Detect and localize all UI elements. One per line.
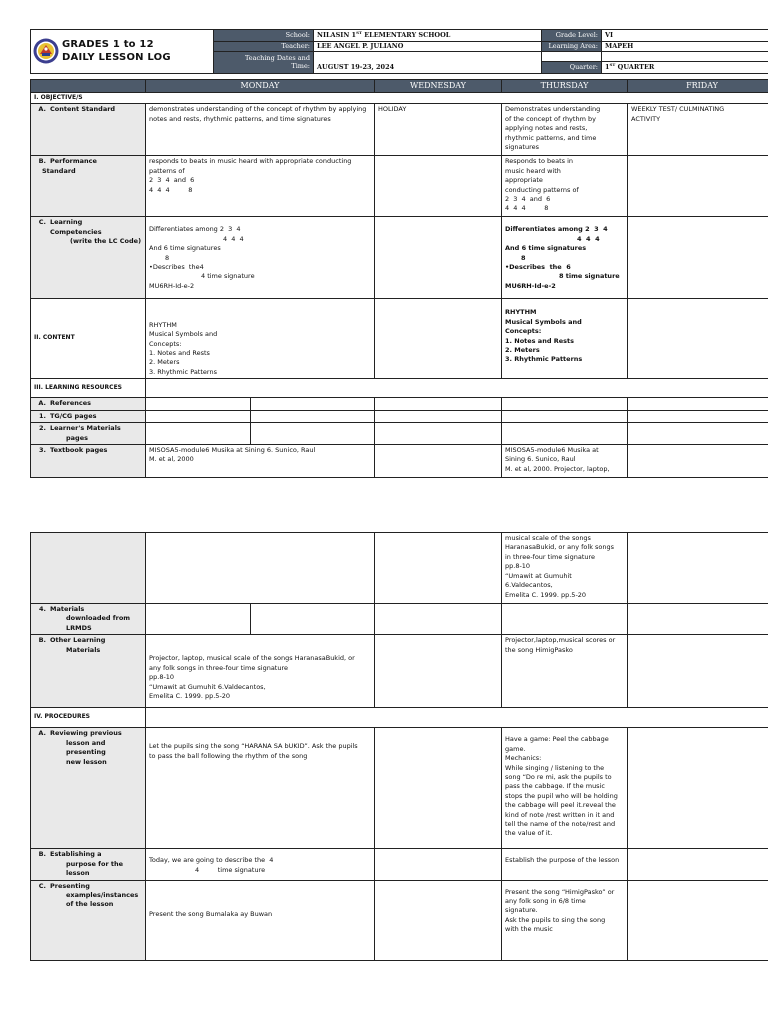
- wednesday-references: [375, 398, 502, 410]
- friday-lrmds: [628, 604, 768, 635]
- learning-resources-row: [146, 379, 768, 398]
- wednesday-other-materials: [375, 635, 502, 708]
- wednesday-purpose: [375, 849, 502, 880]
- tuesday-lm: [251, 423, 375, 445]
- monday-textbook: MISOSA5-module6 Musika at Sining 6. Sunico, Raul M. et al, 2000: [146, 444, 375, 477]
- form-title-line1: GRADES 1 to 12: [62, 39, 154, 51]
- friday-tg: [628, 410, 768, 422]
- lesson-log-table-page1: [30, 79, 768, 478]
- wednesday-review: [375, 728, 502, 849]
- day-header-thursday: THURSDAY: [502, 80, 628, 93]
- friday-review: [628, 728, 768, 849]
- thursday-lm: [502, 423, 628, 445]
- wednesday-textbook: [375, 444, 502, 477]
- row-label-textbook-pages: 3. Textbook pages: [31, 444, 146, 477]
- logo-title-cell: [31, 30, 214, 74]
- tuesday-lrmds: [251, 604, 375, 635]
- thursday-references: [502, 398, 628, 410]
- row-label-establishing-purpose: B. Establishing a purpose for the lesson: [31, 849, 146, 880]
- deped-seal-icon: [33, 38, 59, 64]
- friday-content-standard: WEEKLY TEST/ CULMINATING ACTIVITY: [628, 104, 768, 156]
- friday-performance-standard: [628, 156, 768, 217]
- wednesday-tg: [375, 410, 502, 422]
- friday-references: [628, 398, 768, 410]
- monday-presenting: Present the song Bumalaka ay Buwan: [146, 880, 375, 960]
- thursday-review: Have a game: Peel the cabbage game. Mechanics: While singing / listening to the song “Do re mi, ask the pupils to pass the cabbage. If the music stops the pupil who will be holding the cabbage will peel it.reveal the kind of note /rest written in it and tell the name of the note/rest and the value of it.: [502, 728, 628, 849]
- thursday-lrmds: [502, 604, 628, 635]
- grade-level-value: VI: [602, 30, 768, 42]
- row-label-references: A. References: [31, 398, 146, 410]
- header-table: [30, 29, 768, 74]
- wednesday-lm: [375, 423, 502, 445]
- friday-purpose: [628, 849, 768, 880]
- wednesday-content: [375, 299, 502, 379]
- monday-textbook-continued: [146, 533, 375, 604]
- wednesday-presenting: [375, 880, 502, 960]
- teaching-dates-label: Teaching Dates and Time:: [214, 52, 314, 74]
- teacher-label: Teacher:: [214, 41, 314, 51]
- school-value: NILASIN 1ST ELEMENTARY SCHOOL: [314, 30, 542, 42]
- grade-level-label: Grade Level:: [542, 30, 602, 42]
- monday-review: Let the pupils sing the song “HARANA SA bUKID”. Ask the pupils to pass the ball following the rhythm of the song: [146, 728, 375, 849]
- quarter-label-spacer: [542, 52, 602, 62]
- procedures-row: [146, 708, 768, 728]
- section-content: II. CONTENT: [31, 299, 146, 379]
- quarter-value: 1ST QUARTER: [602, 62, 768, 74]
- teacher-value: LEE ANGEL P. JULIANO: [314, 41, 542, 51]
- row-label-learning-competencies: C. Learning Competencies (write the LC Code): [31, 217, 146, 299]
- wednesday-content-standard: HOLIDAY: [375, 104, 502, 156]
- monday-purpose: Today, we are going to describe the 4 4 time signature: [146, 849, 375, 880]
- thursday-tg: [502, 410, 628, 422]
- form-title-line2: DAILY LESSON LOG: [62, 52, 171, 64]
- friday-textbook: [628, 444, 768, 477]
- thursday-performance-standard: Responds to beats in music heard with appropriate conducting patterns of 2 3 4 and 6 4 4 4 8: [502, 156, 628, 217]
- teaching-dates-value: AUGUST 19-23, 2024: [314, 52, 542, 74]
- friday-learning-competencies: [628, 217, 768, 299]
- thursday-content: RHYTHM Musical Symbols and Concepts: 1. Notes and Rests 2. Meters 3. Rhythmic Patterns: [502, 299, 628, 379]
- friday-textbook-continued: [628, 533, 768, 604]
- tuesday-references: [251, 398, 375, 410]
- wednesday-learning-competencies: [375, 217, 502, 299]
- day-header-friday: FRIDAY: [628, 80, 768, 93]
- day-header-monday: MONDAY: [146, 80, 375, 93]
- row-label-textbook-continued: [31, 533, 146, 604]
- quarter-label: Quarter:: [542, 62, 602, 74]
- monday-references: [146, 398, 251, 410]
- monday-performance-standard: responds to beats in music heard with appropriate conducting patterns of 2 3 4 and 6 4 4 4 8: [146, 156, 375, 217]
- thursday-content-standard: Demonstrates understanding of the concept of rhythm by applying notes and rests, rhythmic patterns, and time signatures: [502, 104, 628, 156]
- quarter-value-spacer: [602, 52, 768, 62]
- friday-content: [628, 299, 768, 379]
- thursday-other-materials: Projector,laptop,musical scores or the song HimigPasko: [502, 635, 628, 708]
- thursday-learning-competencies: Differentiates among 2 3 4 4 4 4 And 6 time signatures 8 •Describes the 6 8 time signature MU6RH-Id-e-2: [502, 217, 628, 299]
- friday-other-materials: [628, 635, 768, 708]
- friday-presenting: [628, 880, 768, 960]
- row-label-lrmds: 4. Materials downloaded from LRMDS: [31, 604, 146, 635]
- thursday-textbook-continued: musical scale of the songs HaranasaBukid, or any folk songs in three-four time signature pp.8-10 “Umawit at Gumuhit 6.Valdecantos, Emelita C. 1999. pp.5-20: [502, 533, 628, 604]
- wednesday-performance-standard: [375, 156, 502, 217]
- learning-area-value: MAPEH: [602, 41, 768, 51]
- wednesday-lrmds: [375, 604, 502, 635]
- thursday-presenting: Present the song “HimigPasko” or any folk song in 6/8 time signature. Ask the pupils to sing the song with the music: [502, 880, 628, 960]
- row-label-content-standard: A. Content Standard: [31, 104, 146, 156]
- monday-learning-competencies: Differentiates among 2 3 4 4 4 4 And 6 time signatures 8 •Describes the4 4 time signature MU6RH-Id-e-2: [146, 217, 375, 299]
- day-header-wednesday: WEDNESDAY: [375, 80, 502, 93]
- monday-tg: [146, 410, 251, 422]
- monday-content: RHYTHM Musical Symbols and Concepts: 1. Notes and Rests 2. Meters 3. Rhythmic Patterns: [146, 299, 375, 379]
- thursday-textbook: MISOSA5-module6 Musika at Sining 6. Sunico, Raul M. et al, 2000. Projector, laptop,: [502, 444, 628, 477]
- monday-content-standard: demonstrates understanding of the concept of rhythm by applying notes and rests, rhythmic patterns, and time signatures: [146, 104, 375, 156]
- lesson-log-table-page2: [30, 532, 768, 961]
- tuesday-tg: [251, 410, 375, 422]
- friday-lm: [628, 423, 768, 445]
- day-header-blank: [31, 80, 146, 93]
- section-objectives: I. OBJECTIVE/S: [31, 92, 768, 104]
- row-label-performance-standard: B. Performance Standard: [31, 156, 146, 217]
- row-label-other-materials: B. Other Learning Materials: [31, 635, 146, 708]
- row-label-reviewing-lesson: A. Reviewing previous lesson and presenting new lesson: [31, 728, 146, 849]
- monday-lm: [146, 423, 251, 445]
- row-label-learners-materials: 2. Learner's Materials pages: [31, 423, 146, 445]
- section-procedures: IV. PROCEDURES: [31, 708, 146, 728]
- monday-other-materials: Projector, laptop, musical scale of the songs HaranasaBukid, or any folk songs in three-four time signature pp.8-10 “Umawit at Gumuhit 6.Valdecantos, Emelita C. 1999. pp.5-20: [146, 635, 375, 708]
- row-label-presenting-examples: C. Presenting examples/instances of the lesson: [31, 880, 146, 960]
- wednesday-textbook-continued: [375, 533, 502, 604]
- school-label: School:: [214, 30, 314, 42]
- section-learning-resources: III. LEARNING RESOURCES: [31, 379, 146, 398]
- row-label-tg-pages: 1. TG/CG pages: [31, 410, 146, 422]
- learning-area-label: Learning Area:: [542, 41, 602, 51]
- monday-lrmds: [146, 604, 251, 635]
- thursday-purpose: Establish the purpose of the lesson: [502, 849, 628, 880]
